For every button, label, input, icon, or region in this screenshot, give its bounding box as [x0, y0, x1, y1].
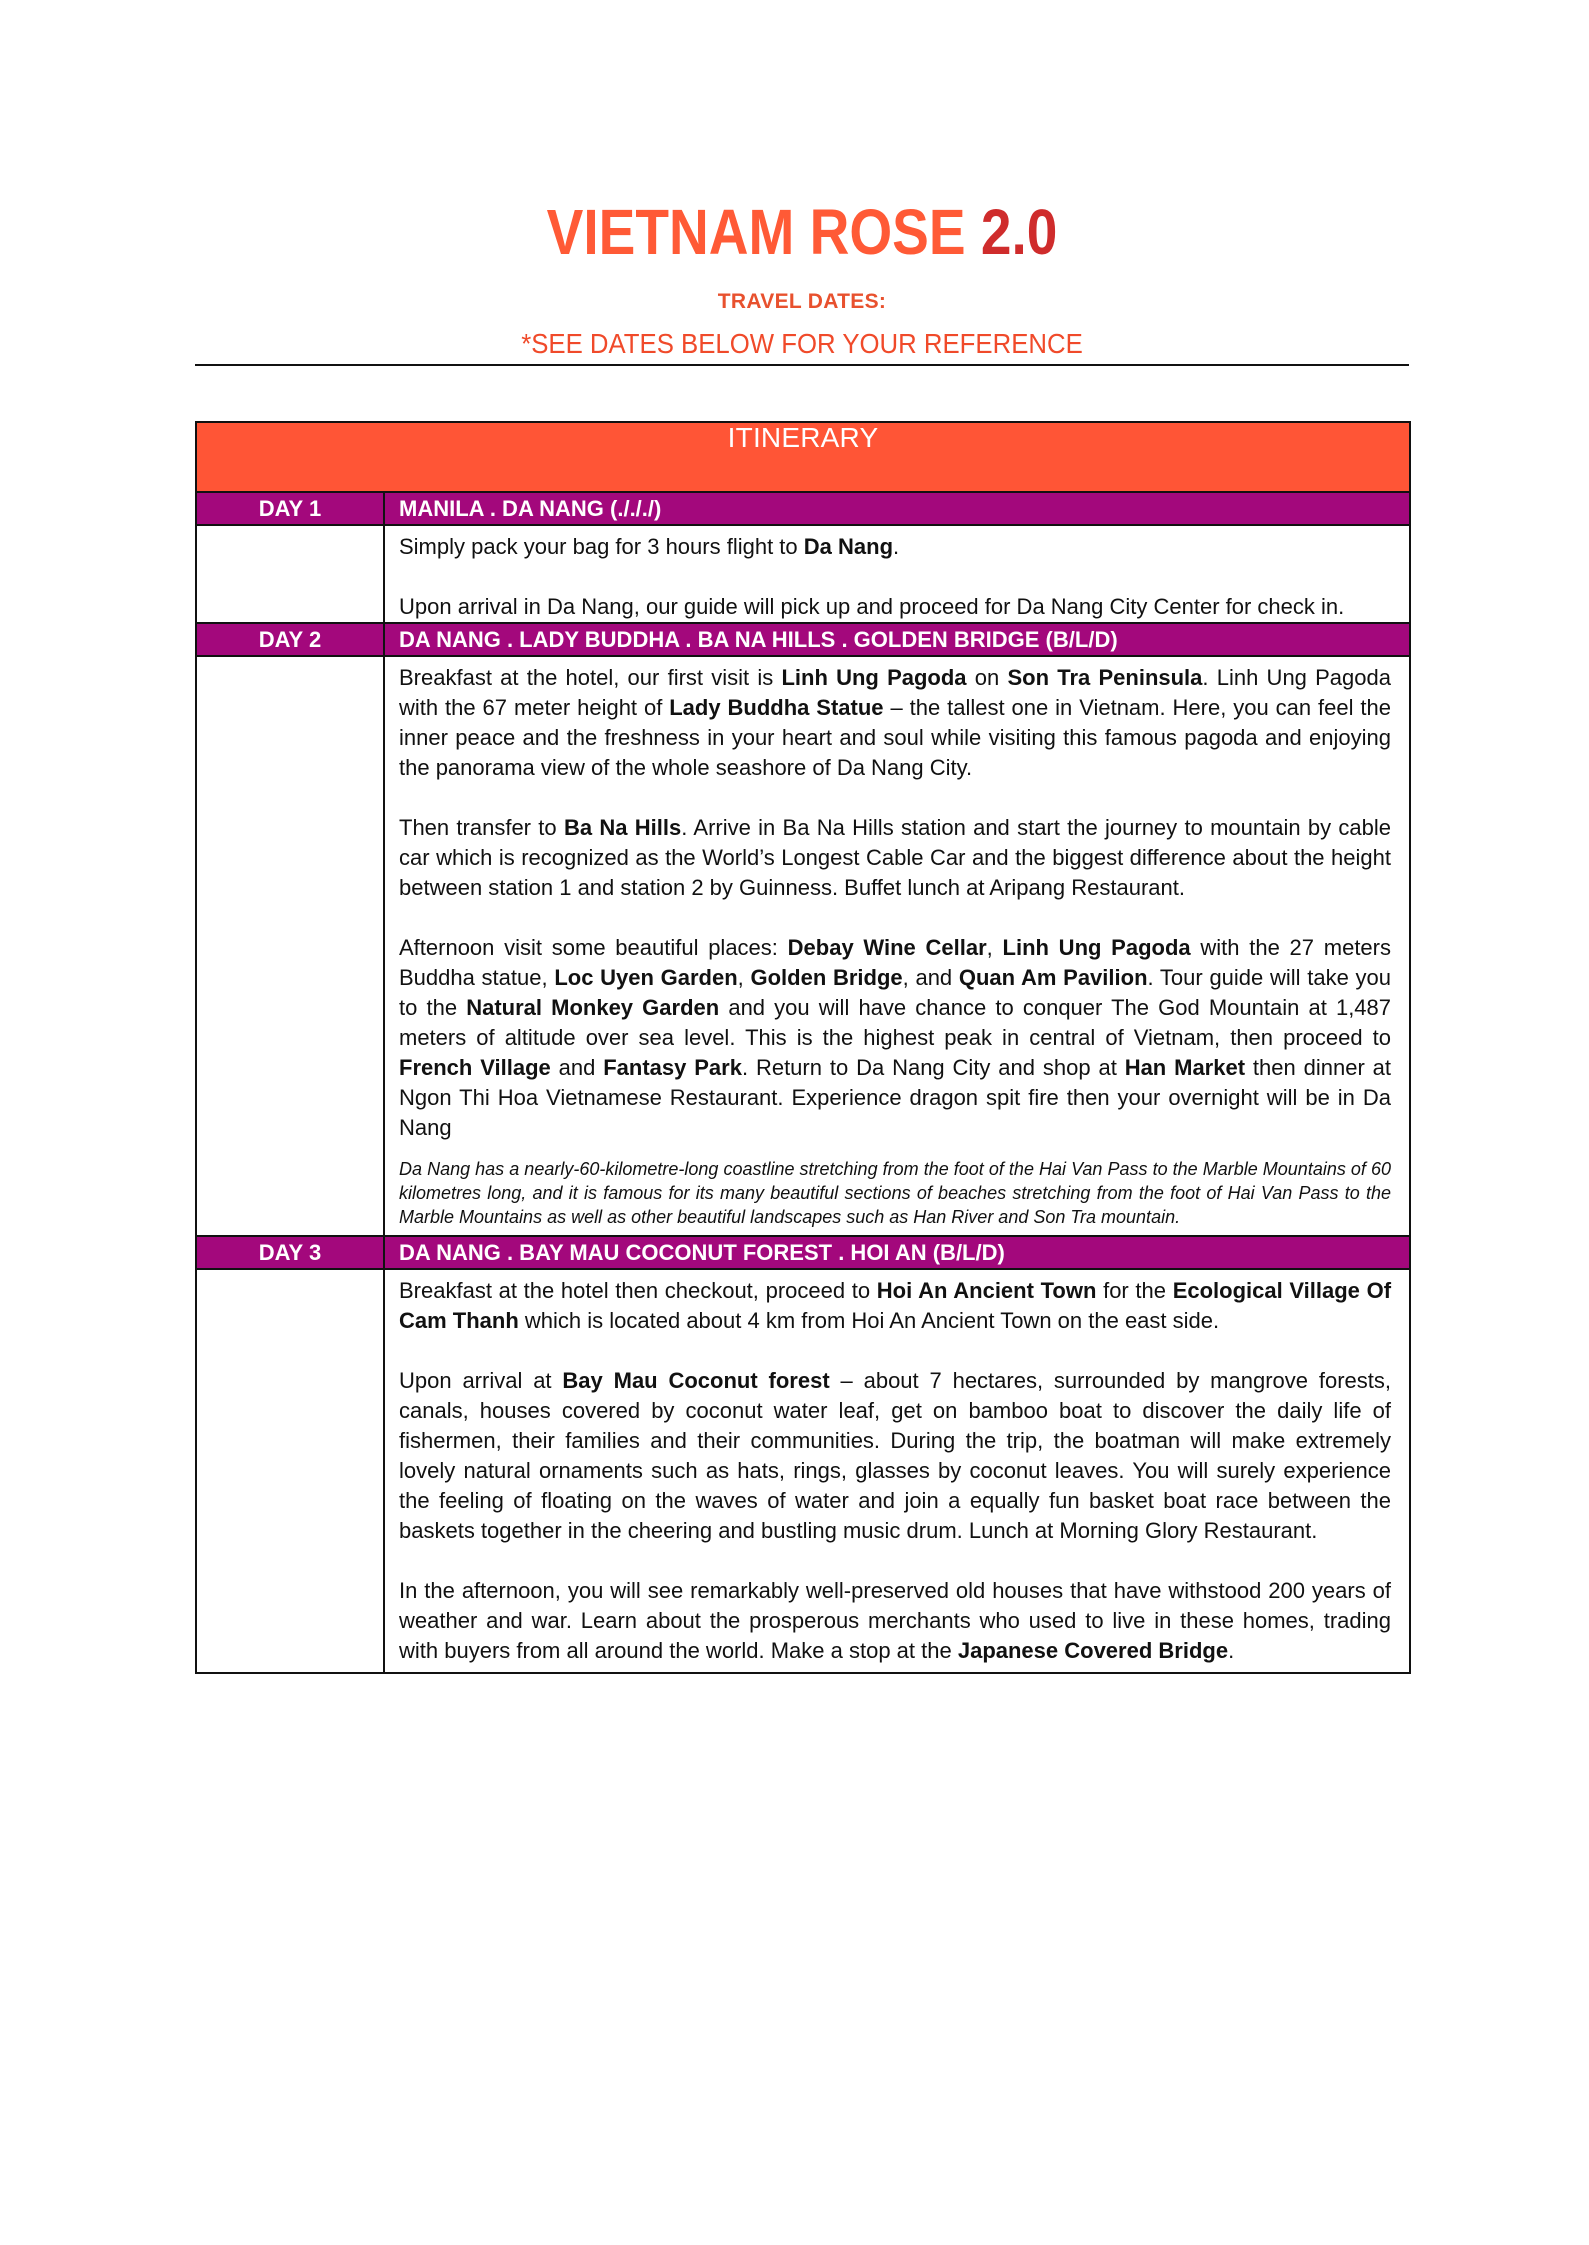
day-paragraph: Breakfast at the hotel, our first visit is Linh Ung Pagoda on Son Tra Peninsula. Linh Ung Pagoda with the 67 meter height of Lady Buddha Statue – the tallest one in Vietnam. Here, you can feel the inner peace and the freshness in your heart and soul while visiting this famous pagoda and enjoying the panorama view of the whole seashore of Da Nang City.: [399, 665, 1392, 780]
day-content: [384, 525, 1410, 623]
day-paragraph: Upon arrival in Da Nang, our guide will pick up and proceed for Da Nang City Center for check in.: [399, 594, 1345, 619]
day-content-row: [196, 1269, 1410, 1673]
day-paragraph: In the afternoon, you will see remarkably well-preserved old houses that have withstood 200 years of weather and war. Learn about the prosperous merchants who used to live in these homes, trading with buyers from all around the world. Make a stop at the Japanese Covered Bridge.: [399, 1578, 1391, 1663]
document-header: [195, 196, 1409, 360]
day-row: [196, 492, 1410, 525]
day-content: [384, 656, 1410, 1236]
day-empty-cell: [196, 1269, 384, 1673]
day-title: DA NANG . LADY BUDDHA . BA NA HILLS . GOLDEN BRIDGE (B/L/D): [384, 623, 1410, 656]
day-label: DAY 3: [196, 1236, 384, 1269]
travel-dates-label: TRAVEL DATES:: [717, 290, 887, 313]
day-empty-cell: [196, 656, 384, 1236]
itinerary-table: [195, 421, 1411, 1674]
day-content-row: [196, 656, 1410, 1236]
day-title: DA NANG . BAY MAU COCONUT FOREST . HOI AN (B/L/D): [384, 1236, 1410, 1269]
day-paragraph: Simply pack your bag for 3 hours flight to Da Nang.: [399, 534, 900, 559]
day-paragraph: Then transfer to Ba Na Hills. Arrive in Ba Na Hills station and start the journey to mountain by cable car which is recognized as the World’s Longest Cable Car and the biggest difference about the height between station 1 and station 2 by Guinness. Buffet lunch at Aripang Restaurant.: [399, 815, 1391, 900]
day-title: MANILA . DA NANG (./././): [384, 492, 1410, 525]
header-divider: [195, 364, 1409, 366]
itinerary-heading-row: [196, 422, 1410, 492]
day-row: [196, 623, 1410, 656]
title-main: VIETNAM ROSE: [546, 196, 966, 268]
day-note: Da Nang has a nearly-60-kilometre-long coastline stretching from the foot of the Hai Van Pass to the Marble Mountains of 60 kilometres long, and it is famous for its many beautiful sections of beaches stretching from the foot of Hai Van Pass to the Marble Mountains as well as other beautiful landscapes such as Han River and Son Tra mountain.: [399, 1159, 1391, 1227]
day-label: DAY 1: [196, 492, 384, 525]
title-version: 2.0: [980, 196, 1058, 268]
day-paragraph: Afternoon visit some beautiful places: Debay Wine Cellar, Linh Ung Pagoda with the 27 meters Buddha statue, Loc Uyen Garden, Golden Bridge, and Quan Am Pavilion. Tour guide will take you to the Natural Monkey Garden and you will have chance to conquer The God Mountain at 1,487 meters of altitude over sea level. This is the highest peak in central of Vietnam, then proceed to French Village and Fantasy Park. Return to Da Nang City and shop at Han Market then dinner at Ngon Thi Hoa Vietnamese Restaurant. Experience dragon spit fire then your overnight will be in Da Nang: [399, 935, 1392, 1140]
day-paragraph: Upon arrival at Bay Mau Coconut forest – about 7 hectares, surrounded by mangrove forests, canals, houses covered by coconut water leaf, get on bamboo boat to discover the daily life of fishermen, their families and their communities. During the trip, the boatman will make extremely lovely natural ornaments such as hats, rings, glasses by coconut leaves. You will surely experience the feeling of floating on the waves of water and join a equally fun basket boat race between the baskets together in the cheering and bustling music drum. Lunch at Morning Glory Restaurant.: [399, 1368, 1391, 1543]
day-content-row: [196, 525, 1410, 623]
dates-reference-note: *SEE DATES BELOW FOR YOUR REFERENCE: [521, 328, 1083, 359]
day-row: [196, 1236, 1410, 1269]
day-label: DAY 2: [196, 623, 384, 656]
day-content: [384, 1269, 1410, 1673]
day-paragraph: Breakfast at the hotel then checkout, proceed to Hoi An Ancient Town for the Ecological Village Of Cam Thanh which is located about 4 km from Hoi An Ancient Town on the east side.: [399, 1278, 1392, 1333]
day-empty-cell: [196, 525, 384, 623]
itinerary-heading: ITINERARY: [196, 422, 1410, 492]
document-title: [280, 196, 1324, 268]
